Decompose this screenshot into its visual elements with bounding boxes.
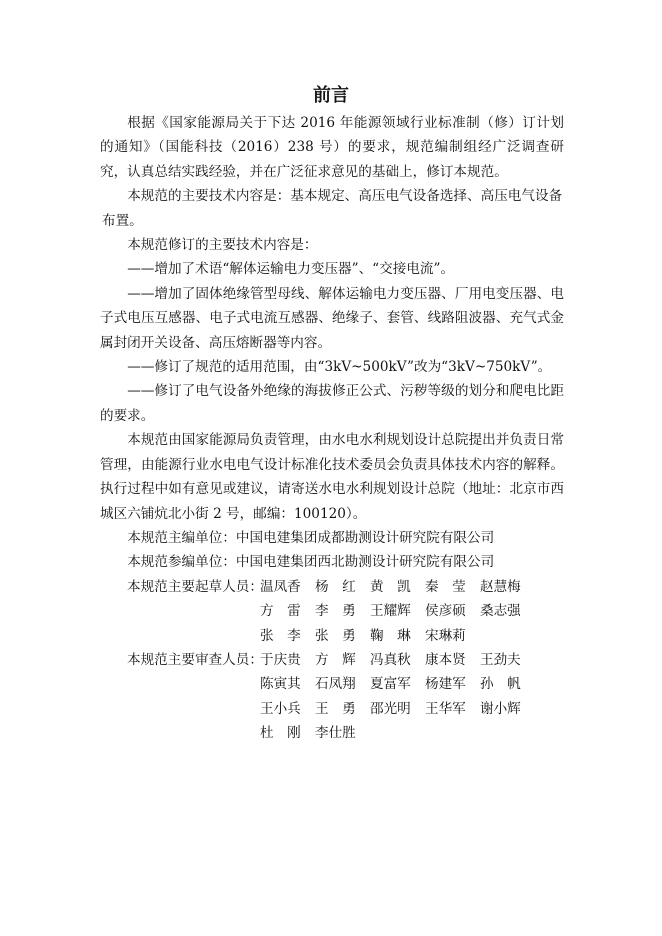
drafter-name: 鞠 琳 [370, 627, 411, 644]
chief-editing-unit: 本规范主编单位：中国电建集团成都勘测设计研究院有限公司 [127, 529, 495, 546]
drafter-name: 李 勇 [315, 603, 356, 620]
drafter-name: 方 雷 [260, 603, 301, 620]
revision-item-3: ——修订了规范的适用范围，由“3kV~500kV”改为“3kV~750kV”。 [127, 359, 552, 376]
drafter-name: 张 李 [260, 627, 301, 644]
page-title: 前言 [313, 85, 349, 106]
drafter-name: 张 勇 [315, 627, 356, 644]
drafter-name: 王耀辉 [370, 603, 411, 620]
drafter-name: 温凤香 [260, 578, 301, 595]
reviewer-name: 方 辉 [315, 651, 356, 668]
paragraph-management: 本规范由国家能源局负责管理，由水电水利规划设计总院提出并负责日常管理，由能源行业水电电气设计标准化技术委员会负责具体技术内容的解释。执行过程中如有意见或建议，请寄送水电水利规划设计总院（地址：北京市西城区六铺炕北小街 2 号，邮编：100120）。 [100, 432, 564, 522]
reviewer-name: 王劲夫 [480, 651, 521, 668]
reviewer-name: 孙 帆 [480, 676, 521, 693]
reviewer-name: 杨建军 [425, 676, 466, 693]
reviewers-block [100, 648, 564, 746]
reviewers-names [260, 648, 560, 746]
reviewer-name: 陈寅其 [260, 676, 301, 693]
paragraph-basis: 根据《国家能源局关于下达 2016 年能源领域行业标准制（修）订计划的通知》（国能科技（2016）238 号）的要求，规范编制组经广泛调查研究，认真总结实践经验，并在广泛征求意见的基础上，修订本规范。 [100, 115, 564, 180]
revision-item-1: ——增加了术语“解体运输电力变压器”、“交接电流”。 [127, 261, 455, 278]
drafters-names [260, 575, 560, 648]
drafter-name: 宋琳莉 [425, 627, 466, 644]
drafter-name: 秦 莹 [425, 578, 466, 595]
reviewer-name: 冯真秋 [370, 651, 411, 668]
reviewer-name: 谢小辉 [480, 700, 521, 717]
drafter-name: 黄 凯 [370, 578, 411, 595]
revision-item-4: ——修订了电气设备外绝缘的海拔修正公式、污秽等级的划分和爬电比距的要求。 [100, 383, 564, 424]
reviewer-name: 李仕胜 [315, 725, 356, 742]
drafter-name: 赵慧梅 [480, 578, 521, 595]
reviewer-name: 王小兵 [260, 700, 301, 717]
revision-item-2: ——增加了固体绝缘管型母线、解体运输电力变压器、厂用电变压器、电子式电压互感器、电子式电流互感器、绝缘子、套管、线路阻波器、充气式金属封闭开关设备、高压熔断器等内容。 [100, 285, 564, 351]
drafter-name: 杨 红 [315, 578, 356, 595]
drafters-block [100, 575, 564, 648]
reviewers-label: 本规范主要审查人员： [127, 651, 263, 668]
reviewer-name: 康本贤 [425, 651, 466, 668]
paragraph-main-content-line1: 本规范的主要技术内容是：基本规定、高压电气设备选择、高压电气设备 [127, 188, 563, 205]
reviewer-name: 王 勇 [315, 700, 356, 717]
document-body [100, 111, 564, 746]
reviewer-name: 石凤翔 [315, 676, 356, 693]
paragraph-main-content-line2: 布置。 [102, 212, 143, 229]
paragraph-revision-intro: 本规范修订的主要技术内容是： [127, 237, 318, 254]
reviewer-name: 夏富军 [370, 676, 411, 693]
reviewer-name: 于庆贵 [260, 651, 301, 668]
drafter-name: 侯彦硕 [425, 603, 466, 620]
drafter-name: 桑志强 [480, 603, 521, 620]
reviewer-name: 邵光明 [370, 700, 411, 717]
drafters-label: 本规范主要起草人员： [127, 578, 263, 595]
reviewer-name: 杜 刚 [260, 725, 301, 742]
reviewer-name: 王华军 [425, 700, 466, 717]
participating-unit: 本规范参编单位：中国电建集团西北勘测设计研究院有限公司 [127, 554, 495, 571]
